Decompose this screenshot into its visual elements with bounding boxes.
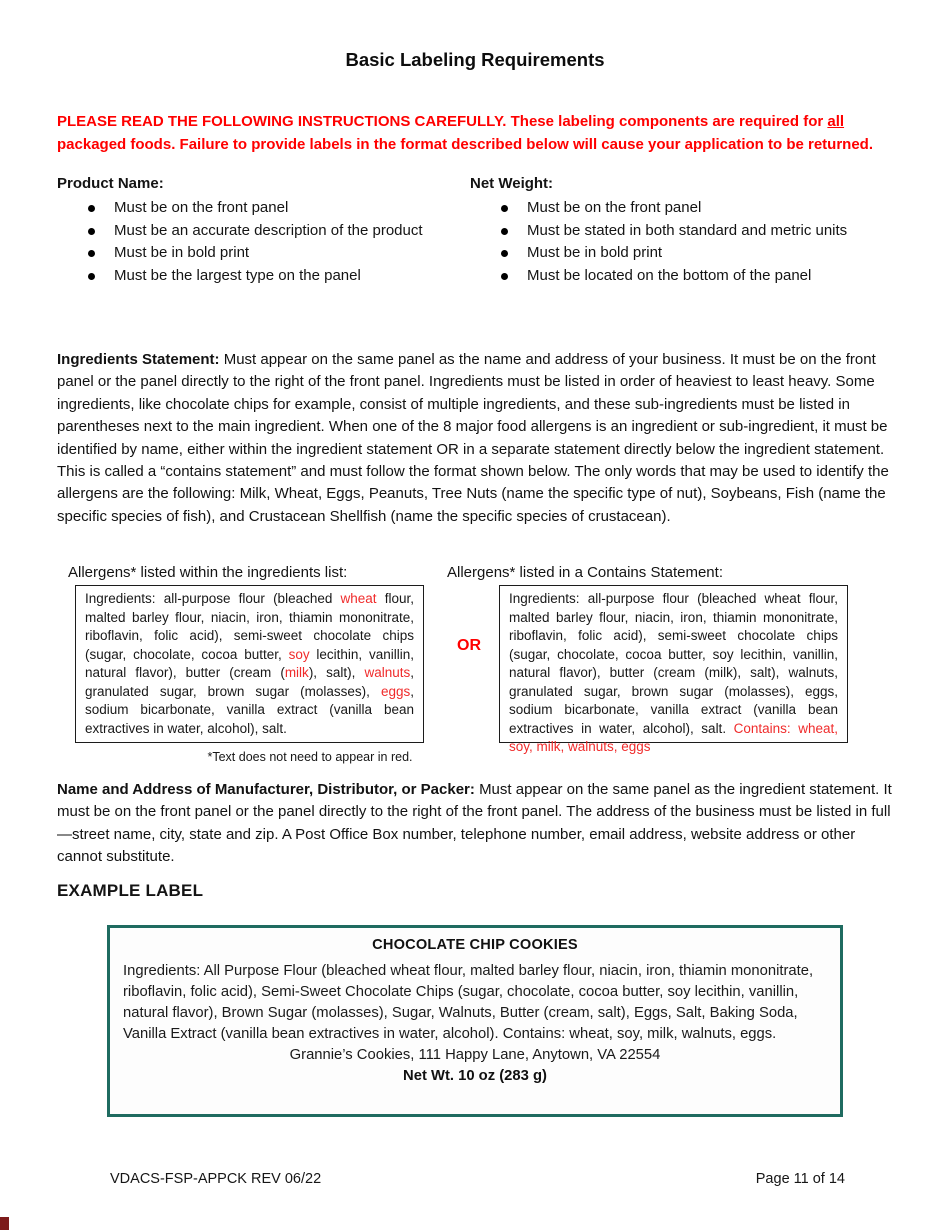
ingredient-text-segment: flour, malted barley flour, niacin, iron, thiamin mononitrate, riboflavin, folic acid), semi-sweet chocolate chips (sugar, chocolate, cocoa butter, [85,591,414,662]
example-label-box [107,925,843,1117]
ingredient-text-segment: , granulated sugar, brown sugar (molasses), [85,665,414,699]
warning-underlined-word: all [827,113,845,130]
allergen-word-eggs: eggs [380,683,411,699]
list-item: Must be the largest type on the panel [57,265,470,288]
allergen-right-heading: Allergens* listed in a Contains Statement: [447,564,723,581]
example-label-product-title: CHOCOLATE CHIP COOKIES [372,937,578,953]
ingredients-statement-heading: Ingredients Statement: [57,351,220,368]
footer-page-number: Page 11 of 14 [755,1171,845,1187]
name-address-heading: Name and Address of Manufacturer, Distributor, or Packer: [57,781,475,798]
page-corner-mark [0,1217,9,1230]
product-name-heading: Product Name: [57,175,164,192]
list-item: Must be in bold print [470,242,897,265]
example-label-address-line: Grannie’s Cookies, 111 Happy Lane, Anytown, VA 22554 [289,1047,661,1063]
ingredients-list-example-box [75,585,424,743]
product-name-bullet-list [57,197,470,287]
allergen-word-soy: soy [288,646,310,662]
list-item: Must be stated in both standard and metric units [470,220,897,243]
example-label-section-heading: EXAMPLE LABEL [57,881,204,900]
net-weight-heading: Net Weight: [470,175,554,192]
allergen-comparison-section [0,563,950,773]
list-item: Must be located on the bottom of the panel [470,265,897,288]
page-title: Basic Labeling Requirements [345,49,605,70]
ingredient-text-segment: Ingredients: all-purpose flour (bleached [85,591,341,606]
allergen-word-walnuts: walnuts [364,665,411,680]
warning-text-part2: packaged foods. Failure to provide labels in the format described below will cause your application to be returned. [57,135,873,153]
net-weight-bullet-list [470,197,897,287]
name-address-paragraph [57,779,895,869]
warning-text-part1: PLEASE READ THE FOLLOWING INSTRUCTIONS CAREFULLY. These labeling components are required for [57,113,828,130]
or-separator-label: OR [457,637,481,654]
list-item: Must be in bold print [57,242,470,265]
ingredients-statement-body: Must appear on the same panel as the name and address of your business. It must be on the front panel or the panel directly to the right of the front panel. Ingredients must be listed in order of heaviest to least heavy. Some ingredients, like chocolate chips for example, consist of multiple ingredients, and these sub-ingredients must be listed in parentheses next to the main ingredient. When one of the 8 major food allergens is an ingredient or sub-ingredient, it must be identified by name, either within the ingredient statement OR in a separate statement directly below the ingredient statement. This is called a “contains statement” and must follow the format shown below. The only words that may be used to identify the allergens are the following: Milk, Wheat, Eggs, Peanuts, Tree Nuts (name the specific type of nut), Soybeans, Fish (name the specific species of fish), and Crustacean Shellfish (name the specific species of crustacean). [57,351,889,525]
product-name-section [57,174,470,287]
allergen-word-milk: milk [284,665,309,680]
ingredient-text-segment: ), salt), [308,665,365,680]
net-weight-section [470,174,897,287]
example-label-net-weight-line: Net Wt. 10 oz (283 g) [403,1068,547,1084]
ingredient-text-body: Ingredients: all-purpose flour (bleached wheat flour, malted barley flour, niacin, iron, thiamin mononitrate, riboflavin, folic acid), semi-sweet chocolate chips (sugar, chocolate, cocoa butter, soy lecithin, vanillin, natural flavor), butter (cream (milk), salt), walnuts, granulated sugar, brown sugar (molasses), eggs, sodium bicarbonate, vanilla extract (vanilla bean extractives in water, alcohol), salt. [509,591,838,736]
list-item: Must be on the front panel [470,197,897,220]
ingredient-text-segment: , sodium bicarbonate, vanilla extract (vanilla bean extractives in water, alcohol), salt. [85,683,414,736]
list-item: Must be on the front panel [57,197,470,220]
page-footer [110,1171,845,1187]
name-address-body: Must appear on the same panel as the ingredient statement. It must be on the front panel or the panel directly to the right of the front panel. The address of the business must be listed in full—street name, city, state and zip. A Post Office Box number, telephone number, email address, website address or other cannot substitute. [57,781,892,866]
requirements-columns [57,174,897,287]
allergen-left-heading: Allergens* listed within the ingredients list: [68,564,348,581]
contains-statement-example-box [499,585,848,754]
example-label-ingredients-text: Ingredients: All Purpose Flour (bleached wheat flour, malted barley flour, niacin, iron, thiamin mononitrate, riboflavin, folic acid), Semi-Sweet Chocolate Chips (sugar, chocolate, cocoa butter, soy lecithin, vanillin, natural flavor), Brown Sugar (molasses), Sugar, Walnuts, Butter (cream, salt), Eggs, Salt, Baking Soda, Vanilla Extract (vanilla bean extractives in water, alcohol). Contains: wheat, soy, milk, walnuts, eggs. [123,963,814,1042]
allergen-word-wheat: wheat [340,591,377,606]
red-text-footnote: *Text does not need to appear in red. [207,750,413,764]
ingredient-text-segment: lecithin, vanillin, natural flavor), butter (cream ( [85,646,414,680]
contains-statement-text: Contains: wheat, soy, milk, walnuts, eggs [509,720,838,754]
warning-paragraph [57,111,897,156]
footer-document-code: VDACS-FSP-APPCK REV 06/22 [110,1171,322,1187]
list-item: Must be an accurate description of the product [57,220,470,243]
ingredients-statement-paragraph [57,349,895,528]
